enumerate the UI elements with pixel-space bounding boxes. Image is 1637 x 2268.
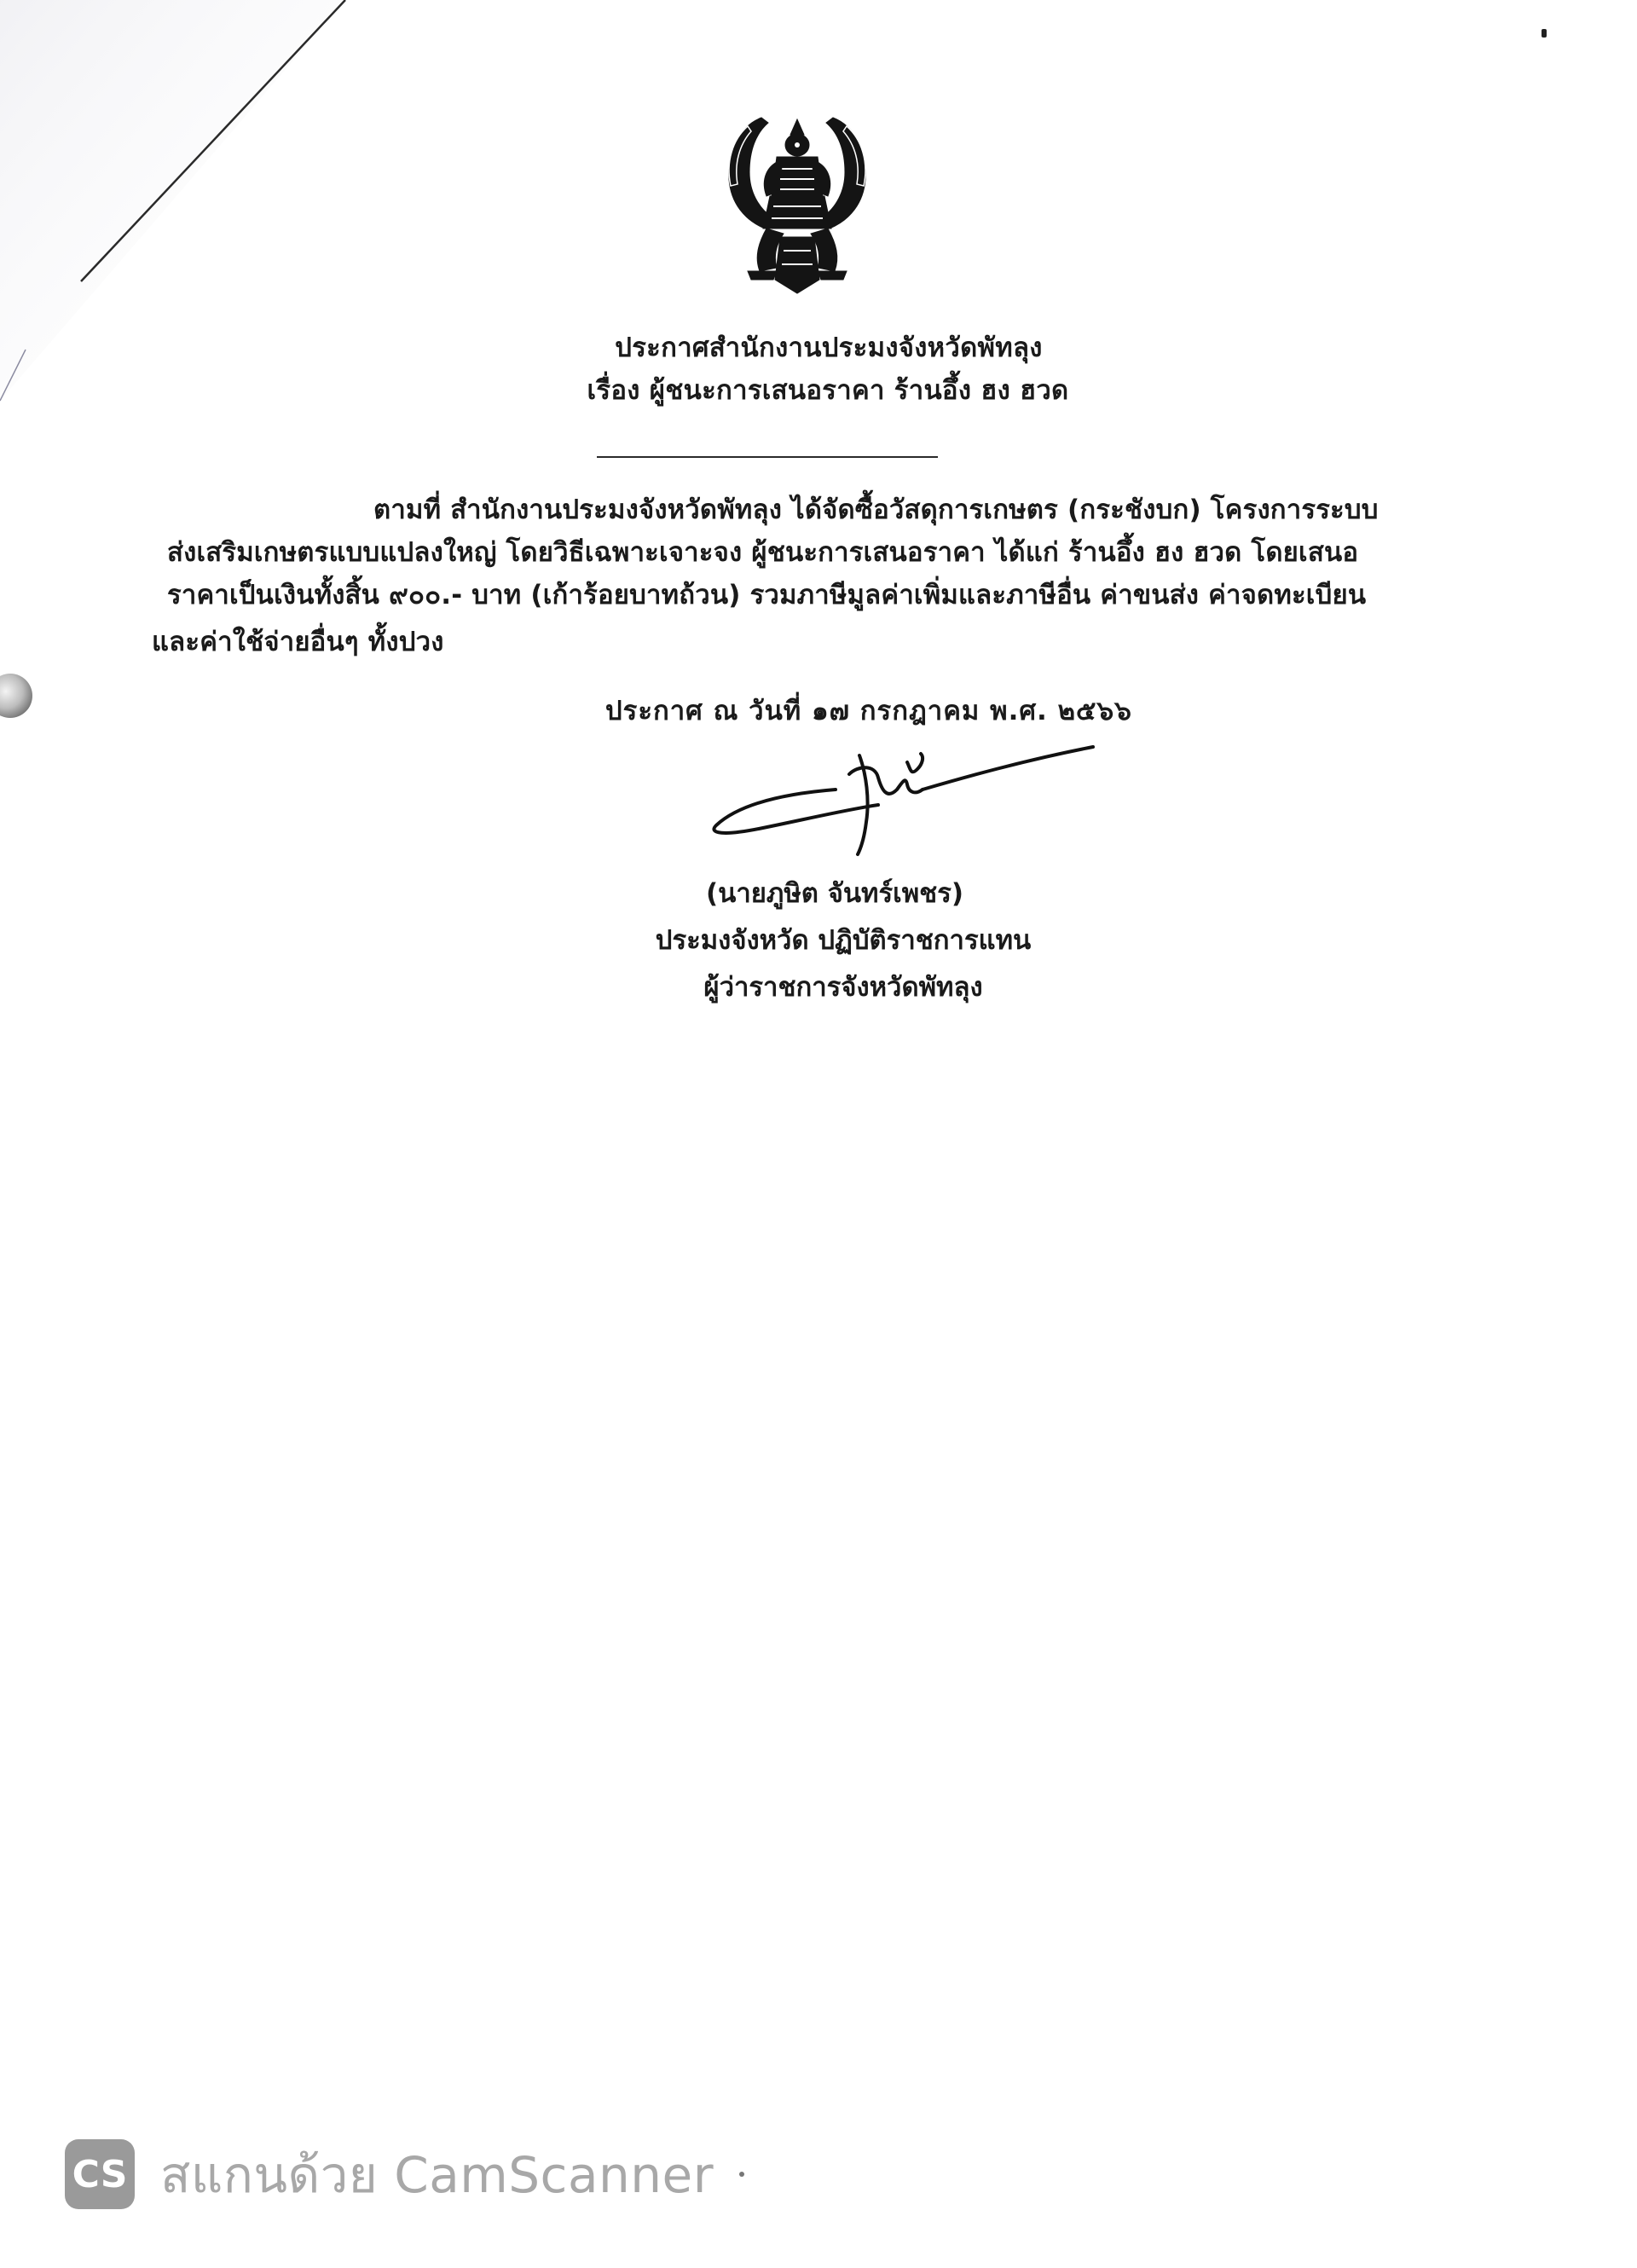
announcement-date: ประกาศ ณ วันที่ ๑๗ กรกฎาคม พ.ศ. ๒๕๖๖ (605, 696, 1132, 726)
body-paragraph-line: และค่าใช้จ่ายอื่นๆ ทั้งปวง (152, 627, 444, 657)
body-paragraph-line: ตามที่ สำนักงานประมงจังหวัดพัทลุง ได้จัดซื้อวัสดุการเกษตร (กระชังบก) โครงการระบบ (373, 495, 1379, 525)
announcement-subject: เรื่อง ผู้ชนะการเสนอราคา ร้านอึ้ง ฮง ฮวด (587, 375, 1069, 406)
signer-on-behalf: ผู้ว่าราชการจังหวัดพัทลุง (703, 972, 983, 1003)
body-paragraph-line: ราคาเป็นเงินทั้งสิ้น ๙๐๐.- บาท (เก้าร้อยบาทถ้วน) รวมภาษีมูลค่าเพิ่มและภาษีอื่น ค่าขนส่ง ค่าจดทะเบียน (167, 580, 1367, 610)
title-separator (597, 456, 938, 458)
camscanner-watermark (65, 2136, 744, 2213)
camscanner-logo-icon (65, 2139, 135, 2209)
hole-punch (0, 674, 32, 718)
signer-name: (นายภูษิต จันทร์เพชร) (705, 878, 964, 909)
handwritten-signature (708, 740, 1100, 868)
signer-position: ประมงจังหวัด ปฏิบัติราชการแทน (655, 925, 1032, 956)
announcement-title: ประกาศสำนักงานประมงจังหวัดพัทลุง (615, 333, 1043, 363)
camscanner-logo-text: CS (72, 2152, 128, 2196)
watermark-dot (739, 2172, 744, 2177)
scan-speck (1542, 29, 1547, 38)
camscanner-text: สแกนด้วย CamScanner (160, 2145, 714, 2204)
body-paragraph-line: ส่งเสริมเกษตรแบบแปลงใหญ่ โดยวิธีเฉพาะเจาะจง ผู้ชนะการเสนอราคา ได้แก่ ร้านอึ้ง ฮง ฮวด โดยเสนอ (167, 537, 1359, 568)
garuda-emblem (695, 101, 899, 305)
